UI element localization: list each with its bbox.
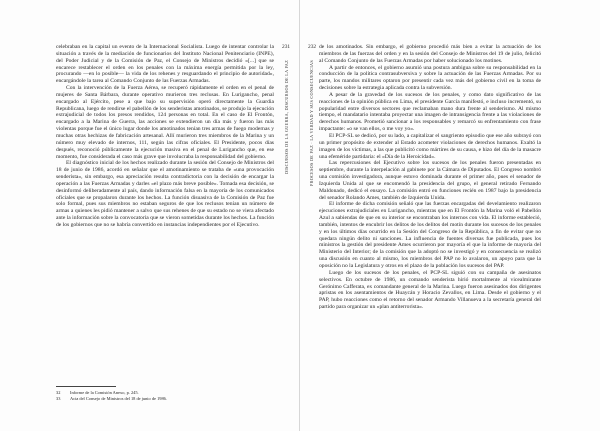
right-page bbox=[300, 0, 600, 431]
paragraph: de los amotinados. Sin embargo, el gobierno procedió más bien a evitar la actuación de los miembros de las fuerzas del orden y en la sesión del Consejo de Ministros del 19 de julio, felicitó al Comando Conjunto de las Fuerzas Armadas por haber solucionado los motines. bbox=[319, 44, 541, 64]
paragraph: Luego de los sucesos de los penales, el PCP-SL siguió con su campaña de asesinatos selectivos. En octubre de 1986, un comando senderista hirió mortalmente al vicealmirante Gerónimo Cafferata, ex comandante general de la Marina. Luego fueron asesinados dos dirigentes apristas en los asentamientos de Huaycán y Horacio Zevallos, en Lima. Desde el gobierno y el PAP, hubo reacciones como el retorno del senador Armando Villanueva a la secretaría general del partido para organizar un «plan antiterrorista». bbox=[319, 269, 541, 311]
footnote-text: Informe de la Comisión Anexo, p. 245. bbox=[70, 390, 139, 395]
running-head: DISCURSOS DE LA GUERRA, DISCURSOS DE LA PAZ bbox=[284, 60, 289, 174]
right-text-column bbox=[319, 44, 541, 416]
paragraph: El informe de dicha comisión señaló que las fuerzas encargadas del develamiento realizaron ejecuciones extrajudiciales en Lurigancho, mientras que en El Frontón la Marina voló el Pabellón Azul a sabiendas de que en su interior se encontraban los internos con vida. El informe estableció, también, intentos de encubrir los delitos de los delitos del motín durante los sucesos de los penales y en los últimos días ocurrido en la Sesión del Congreso de la República, a fin de evitar que no quedara ningún delito ni sanciones. La influencia de fuentes diversas fue publicada, pues los ministros la gestión del presidente Ames ocurrieron por mayoría el que la informe de mayoría del Ministerio del Interior; de la comisión que la adoptó no se investigó y en consecuencia se realizó una discusión en cuanto al mismo, los miembros del PAP no lo avalaron, un apoyo para que la oposición no la Legislatura y otros en el plazo de la población los sucesos del PAP. bbox=[319, 201, 541, 269]
footnotes bbox=[56, 386, 274, 402]
running-head: PROCESOS DE PAZ · LA VERDAD Y SUS CONSECUENCIAS bbox=[309, 60, 314, 186]
paragraph: A partir de entonces, el gobierno asumió una postura ambigua sobre su responsabilidad en la conducción de la política contrasubversiva y sobre la actuación de las Fuerzas Armadas. Por su parte, los mandos militares optaron por presentir cada vez más del gobierno civil en la toma de decisiones sobre la estrategia aplicada contra la subversión. bbox=[319, 64, 541, 92]
paragraph: Con la intervención de la Fuerza Aérea, se recuperó rápidamente el orden en el penal de mujeres de Santa Bárbara, durante operativo murieron tres reclusas. En Lurigancho, penal encargado al Ejército, pese a que bajo su supervisión operó directamente la Guardia Republicana, luego de rendirse el pabellón de los senderistas amotinados, se produjo la ejecución extrajudicial de todos los presos rendidos, 124 personas en total. En el caso de El Frontón, encargado a la Marina de Guerra, las acciones se extendieron un día más y fueron las más violentas porque fue el único lugar donde los amotinados tenían tres armas de fuego modernas y muchas otras hechizas de fabricación artesanal. Allí murieron tres miembros de la Marina y un número muy elevado de internos, 111, según las cifras oficiales. El Presidente, pocos días después, reconoció públicamente la ejecución masiva en el penal de Lurigancho que, en ese momento, fue considerada el caso más grave que involucraba la responsabilidad del gobierno. bbox=[56, 85, 274, 160]
paragraph: Las repercusiones del Ejecutivo sobre los sucesos de los penales fueron presentadas en septiembre, durante la interpelación al gabinete por la Cámara de Diputados. El Congreso nombró una comisión investigadora, aunque estuvo dominada durante el primer año, pues el senador de Izquierda Unida al que se encomendó la presidencia del grupo, el general retirado Fernando Maldonado, dedicó el ensayo. La comisión entró en funciones recién en 1987 bajo la presidencia del senador Rolando Ames, también de Izquierda Unida. bbox=[319, 160, 541, 201]
footnote-number: 32 bbox=[56, 390, 61, 395]
left-text-column bbox=[56, 44, 274, 404]
page-number: 231 bbox=[282, 44, 291, 50]
paragraph: El PCP-SL se dedicó, por su lado, a capitalizar el sangriento episodio que ese año subrayó con un primer propósito de extender al Estado acometer violaciones de derechos humanos. Exaltó la imagen de los víctimas, a las que publicitó como mártires de su causa, e hizo del día de la masacre una efeméride partidaria: el «Día de la Heroicidad». bbox=[319, 132, 541, 160]
footnote-number: 33 bbox=[56, 396, 61, 401]
footnote bbox=[56, 396, 274, 402]
footnote-text: Acta del Consejo de Ministros del 18 de junio de 1986. bbox=[70, 396, 167, 401]
paragraph: El diagnóstico inicial de los hechos realizado durante la sesión del Consejo de Ministros del 18 de junio de 1986, acordó en señalar que el amotinamiento se trataba de «una provocación senderista», sin embargo, esa apreciación resulta contradictoria con la decisión de encargar la operación a las Fuerzas Armadas y darles «el plazo más breve posible». Tomada esa decisión, se desinformó deliberadamente al país, dando información falsa en la mayoría de los comunicados oficiales que se propalaron durante los hechos. La función disuasiva de la Comisión de Paz fue solo formal, pues sus miembros no estaban seguros de que los reclusos tenían un número de armas a quienes les pidió mantener a salvo que sus rehenes de que su estado no se viera afectado ante la información sobre la convocatoria que se vieron sometidas durante los hechos. La función de los gobiernos que no se habría convertido en instancias independientes por el Ejecutivo. bbox=[56, 160, 274, 228]
page-number: 232 bbox=[308, 44, 317, 50]
footnote-rule bbox=[56, 386, 116, 387]
paragraph: celebraban en la capital un evento de la Internacional Socialista. Luego de intentar controlar la situación a través de la mediación de funcionarios del Instituto Nacional Penitenciario (INPE), del Poder Judicial y de la Comisión de Paz, el Consejo de Ministros decidió «[...] que se encarece restablecer el orden en los penales con la máxima energía permitida por la ley, procurando —en lo posible— la vida de los rehenes y resguardando el principio de autoridad», encargándole la tarea al Comando Conjunto de las Fuerzas Armadas. bbox=[56, 44, 274, 85]
paragraph: A pesar de la gravedad de los sucesos de los penales, y como dato significativo de las reacciones de la opinión pública en Lima, el presidente García manifestó, e incluso incrementó, su popularidad entre diversos sectores que reclamaban mano dura frente al senderismo. Al mismo tiempo, el mandatario intentaba proyectar una imagen de intransigencia frente a las violaciones de derechos humanos. Prometió sancionar a los responsables y remarcó su enfrentamiento con frase impactante: «o se van ellos, o me voy yo». bbox=[319, 91, 541, 133]
